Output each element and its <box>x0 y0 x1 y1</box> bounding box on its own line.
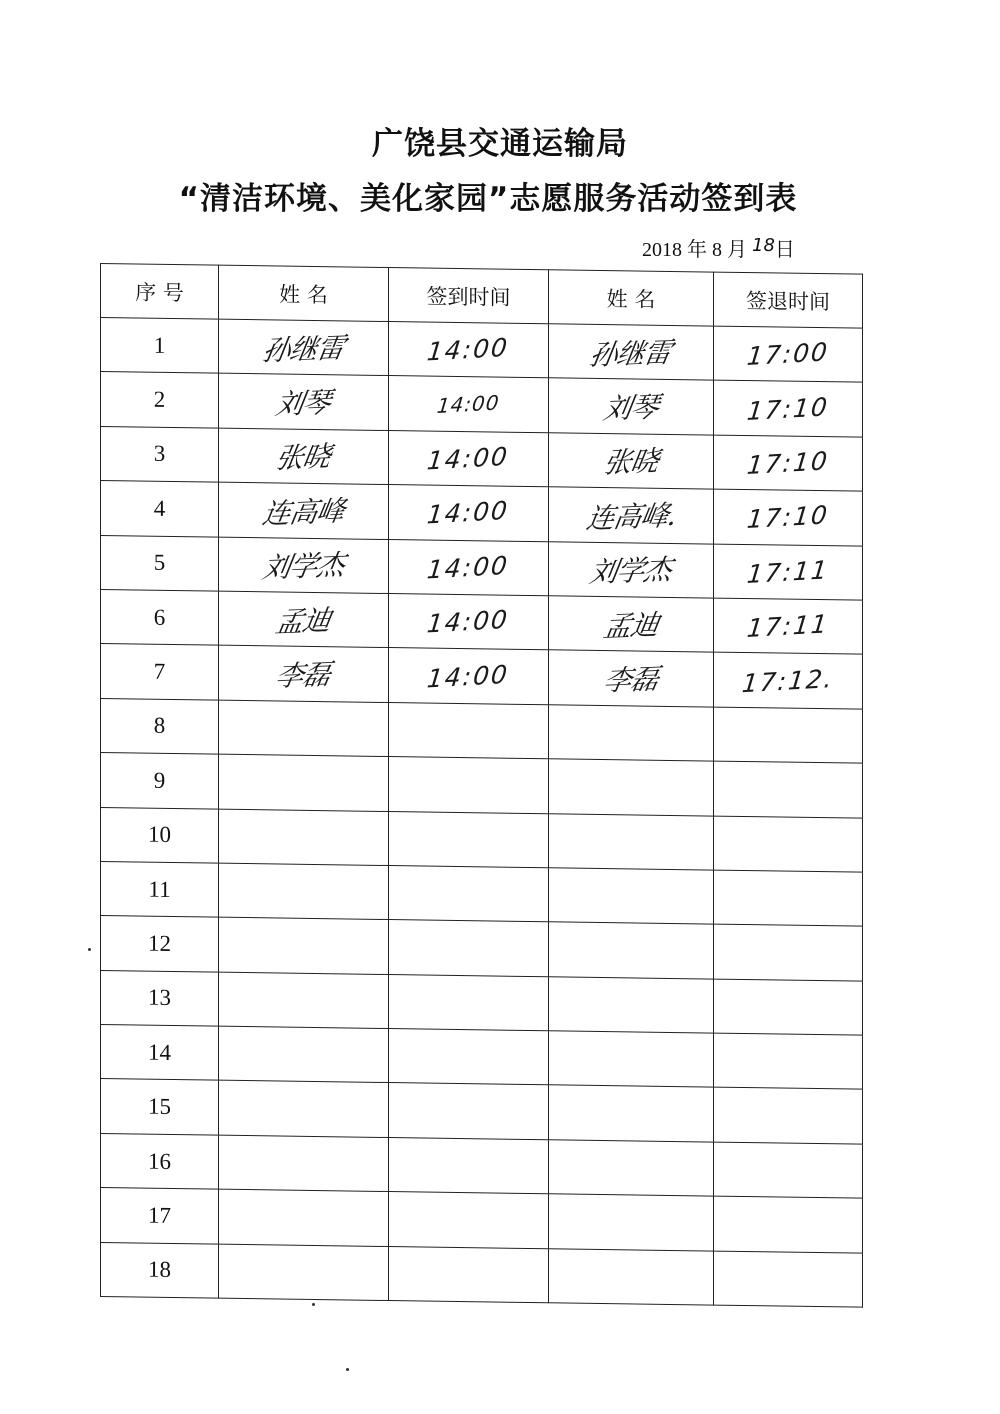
checkin-signature-cell <box>219 645 389 702</box>
checkin-time-cell <box>389 648 549 705</box>
checkout-time-cell <box>714 489 863 545</box>
checkout-signature-cell <box>549 1085 714 1142</box>
checkin-signature-cell <box>219 754 389 811</box>
checkout-signature-cell <box>549 976 714 1033</box>
serial-number-cell: 3 <box>101 426 219 482</box>
checkout-signature-cell <box>549 1031 714 1088</box>
checkin-signature-cell <box>219 482 389 539</box>
checkin-signature-cell <box>219 972 389 1029</box>
serial-number-cell: 17 <box>101 1188 219 1244</box>
handwritten-time: 14:00 <box>426 550 511 585</box>
document-title: 广饶县交通运输局 <box>372 126 628 162</box>
checkout-signature-cell <box>549 1194 714 1251</box>
serial-number-cell: 12 <box>101 916 219 972</box>
checkin-signature-cell <box>219 1081 389 1138</box>
serial-number-cell: 15 <box>101 1079 219 1135</box>
checkin-signature-cell <box>219 374 389 431</box>
checkout-signature-cell <box>549 541 714 598</box>
checkin-time-cell <box>389 485 549 542</box>
handwritten-signature: 刘学杰 <box>260 548 347 585</box>
checkout-signature-cell <box>549 433 714 490</box>
checkin-signature-cell <box>219 1026 389 1083</box>
checkout-time-cell <box>714 870 863 926</box>
handwritten-time: 17:11 <box>745 609 831 644</box>
serial-number-cell: 18 <box>101 1242 219 1298</box>
checkin-signature-cell <box>219 319 389 376</box>
scan-speck <box>346 1368 349 1371</box>
checkout-signature-cell <box>549 813 714 870</box>
header-serial-no: 序 号 <box>101 264 219 320</box>
checkin-time-cell <box>389 322 549 379</box>
handwritten-signature: 孟迪 <box>273 603 333 639</box>
handwritten-signature: 孟迪 <box>601 607 661 644</box>
checkout-signature-cell <box>549 378 714 435</box>
signin-table <box>100 263 863 1308</box>
handwritten-time: 14:00 <box>435 390 502 419</box>
handwritten-time: 17:10 <box>745 391 831 426</box>
checkout-time-cell <box>714 924 863 980</box>
handwritten-time: 17:10 <box>745 500 831 535</box>
checkin-signature-cell <box>219 863 389 920</box>
checkin-signature-cell <box>219 1189 389 1246</box>
handwritten-signature: 李磊 <box>601 662 661 698</box>
checkout-time-cell <box>714 544 863 600</box>
handwritten-time: 14:00 <box>426 604 511 639</box>
handwritten-time: 14:00 <box>426 659 511 694</box>
checkout-signature-cell <box>549 324 714 381</box>
checkin-signature-cell <box>219 1244 389 1301</box>
handwritten-signature: 孙继雷 <box>587 335 674 372</box>
header-name-in: 姓 名 <box>219 265 389 321</box>
serial-number-cell: 8 <box>101 698 219 754</box>
header-checkout-time: 签退时间 <box>714 272 863 328</box>
checkin-signature-cell <box>219 591 389 648</box>
header-name-out: 姓 名 <box>549 270 714 326</box>
checkout-time-cell <box>714 1142 863 1198</box>
scan-speck <box>312 1303 315 1306</box>
checkin-signature-cell <box>219 700 389 757</box>
serial-number-cell: 1 <box>101 318 219 374</box>
header-checkin-time: 签到时间 <box>389 268 549 324</box>
serial-number-cell: 14 <box>101 1025 219 1081</box>
checkin-time-cell <box>389 757 549 814</box>
checkout-signature-cell <box>549 868 714 925</box>
document-date <box>642 233 795 262</box>
checkout-time-cell <box>714 979 863 1035</box>
checkin-time-cell <box>389 1192 549 1249</box>
checkout-time-cell <box>714 1033 863 1089</box>
handwritten-signature: 张晓 <box>273 440 333 476</box>
checkout-time-cell <box>714 652 863 708</box>
checkin-time-cell <box>389 1246 549 1303</box>
table-row <box>101 1242 863 1307</box>
serial-number-cell: 16 <box>101 1133 219 1189</box>
checkout-time-cell <box>714 598 863 654</box>
checkout-time-cell <box>714 326 863 382</box>
serial-number-cell: 9 <box>101 753 219 809</box>
handwritten-time: 14:00 <box>426 332 511 367</box>
checkout-signature-cell <box>549 596 714 653</box>
checkin-time-cell <box>389 593 549 650</box>
handwritten-time: 14:00 <box>426 441 511 476</box>
checkin-time-cell <box>389 974 549 1031</box>
checkout-time-cell <box>714 707 863 763</box>
handwritten-signature: 连高峰 <box>260 494 347 531</box>
handwritten-signature: 孙继雷 <box>260 330 347 368</box>
checkin-signature-cell <box>219 809 389 866</box>
checkin-time-cell <box>389 376 549 433</box>
checkin-time-cell <box>389 702 549 759</box>
checkout-time-cell <box>714 435 863 491</box>
handwritten-signature: 张晓 <box>601 444 661 481</box>
document-subtitle: “清洁环境、美化家园”志愿服务活动签到表 <box>178 181 798 217</box>
checkout-time-cell <box>714 1196 863 1252</box>
serial-number-cell: 11 <box>101 861 219 917</box>
handwritten-time: 17:11 <box>745 554 831 589</box>
checkin-signature-cell <box>219 537 389 594</box>
checkin-signature-cell <box>219 917 389 974</box>
checkout-signature-cell <box>549 922 714 979</box>
checkout-signature-cell <box>549 487 714 544</box>
handwritten-signature: 刘学杰 <box>587 552 674 590</box>
checkin-signature-cell <box>219 1135 389 1192</box>
checkout-time-cell <box>714 1251 863 1307</box>
handwritten-signature: 刘琴 <box>601 390 661 426</box>
date-suffix: 日 <box>774 239 795 261</box>
checkout-signature-cell <box>549 759 714 816</box>
signin-sheet <box>100 263 862 1299</box>
checkout-signature-cell <box>549 704 714 761</box>
serial-number-cell: 13 <box>101 970 219 1026</box>
checkout-signature-cell <box>549 1140 714 1197</box>
serial-number-cell: 7 <box>101 644 219 700</box>
table-body <box>101 318 863 1308</box>
date-prefix: 2018 年 8 月 <box>642 239 747 261</box>
checkout-time-cell <box>714 761 863 817</box>
checkin-time-cell <box>389 1137 549 1194</box>
handwritten-time: 17:12. <box>740 663 836 698</box>
checkin-time-cell <box>389 920 549 977</box>
handwritten-time: 14:00 <box>426 496 511 530</box>
handwritten-signature: 李磊 <box>273 657 333 694</box>
handwritten-signature: 连高峰. <box>583 498 678 536</box>
checkin-time-cell <box>389 430 549 487</box>
checkout-time-cell <box>714 380 863 436</box>
scan-speck <box>88 948 91 951</box>
checkin-time-cell <box>389 811 549 868</box>
serial-number-cell: 6 <box>101 589 219 645</box>
serial-number-cell: 10 <box>101 807 219 863</box>
serial-number-cell: 2 <box>101 372 219 428</box>
checkout-signature-cell <box>549 1248 714 1305</box>
checkin-time-cell <box>389 1083 549 1140</box>
handwritten-time: 17:00 <box>745 337 831 372</box>
serial-number-cell: 4 <box>101 481 219 537</box>
checkin-time-cell <box>389 865 549 922</box>
date-day-handwritten: 18 <box>752 235 775 256</box>
checkin-signature-cell <box>219 428 389 485</box>
checkout-time-cell <box>714 816 863 872</box>
checkout-signature-cell <box>549 650 714 707</box>
handwritten-time: 17:10 <box>745 446 831 480</box>
checkin-time-cell <box>389 1029 549 1086</box>
serial-number-cell: 5 <box>101 535 219 591</box>
checkin-time-cell <box>389 539 549 596</box>
checkout-time-cell <box>714 1088 863 1144</box>
handwritten-signature: 刘琴 <box>273 385 333 422</box>
